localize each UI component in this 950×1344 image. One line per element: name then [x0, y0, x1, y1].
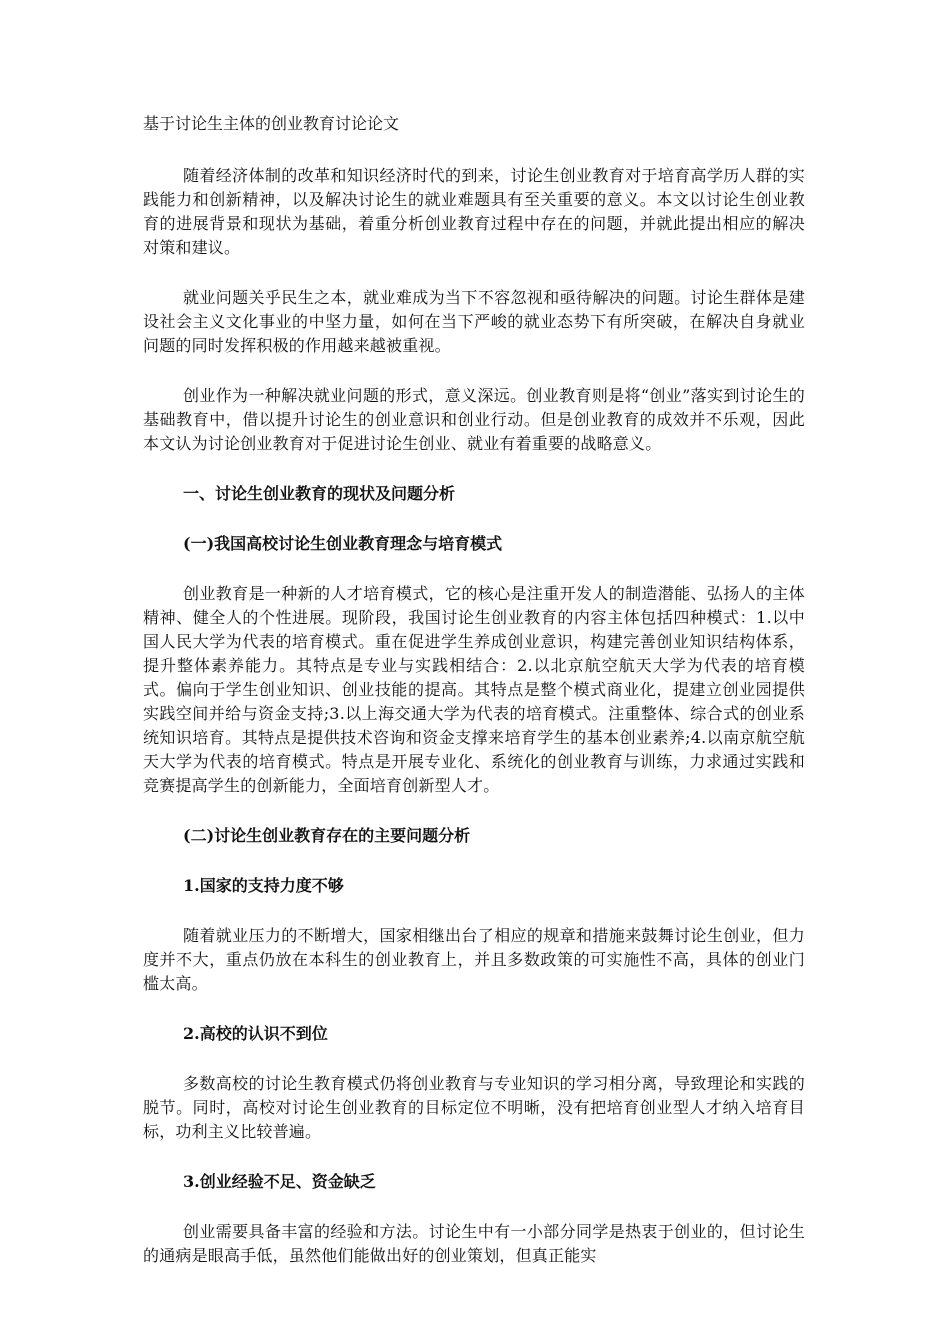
- subsection-heading-1-1: (一)我国高校讨论生创业教育理念与培育模式: [183, 534, 503, 553]
- paragraph-entrepreneurship: 创业作为一种解决就业问题的形式，意义深远。创业教育则是将“创业”落实到讨论生的基础教育中，借以提升讨论生的创业意识和创业行动。但是创业教育的成效并不乐观，因此本文认为讨论创业教育对于促进讨论生创业、就业有着重要的战略意义。: [143, 386, 805, 453]
- document-title: 基于讨论生主体的创业教育讨论论文: [143, 114, 400, 133]
- paragraph-intro: 随着经济体制的改革和知识经济时代的到来，讨论生创业教育对于培育高学历人群的实践能力和创新精神，以及解决讨论生的就业难题具有至关重要的意义。本文以讨论生创业教育的进展背景和现状为基础，着重分析创业教育过程中存在的问题，并就此提出相应的解决对策和建议。: [143, 166, 805, 257]
- paragraph-university-awareness: 多数高校的讨论生教育模式仍将创业教育与专业知识的学习相分离，导致理论和实践的脱节。同时，高校对讨论生创业教育的目标定位不明晰，没有把培育创业型人才纳入培育目标，功利主义比较普遍。: [143, 1074, 805, 1141]
- document-page: [143, 112, 805, 1294]
- problem-heading-1: 1.国家的支持力度不够: [183, 876, 344, 895]
- paragraph-experience-funding: 创业需要具备丰富的经验和方法。讨论生中有一小部分同学是热衷于创业的，但讨论生的通病是眼高手低，虽然他们能做出好的创业策划，但真正能实: [143, 1222, 805, 1265]
- problem-heading-2: 2.高校的认识不到位: [183, 1024, 328, 1043]
- subsection-heading-1-2: (二)讨论生创业教育存在的主要问题分析: [183, 826, 471, 845]
- problem-heading-3: 3.创业经验不足、资金缺乏: [183, 1172, 376, 1191]
- paragraph-models: 创业教育是一种新的人才培育模式，它的核心是注重开发人的制造潜能、弘扬人的主体精神、健全人的个性进展。现阶段，我国讨论生创业教育的内容主体包括四种模式：1.以中国人民大学为代表的培育模式。重在促进学生养成创业意识，构建完善创业知识结构体系，提升整体素养能力。其特点是专业与实践相结合：2.以北京航空航天大学为代表的培育模式。偏向于学生创业知识、创业技能的提高。其特点是整个模式商业化，提建立创业园提供实践空间并给与资金支持;3.以上海交通大学为代表的培育模式。注重整体、综合式的创业系统知识培育。其特点是提供技术咨询和资金支撑来培育学生的基本创业素养;4.以南京航空航天大学为代表的培育模式。特点是开展专业化、系统化的创业教育与训练，力求通过实践和竞赛提高学生的创新能力，全面培育创新型人才。: [143, 584, 805, 795]
- paragraph-national-support: 随着就业压力的不断增大，国家相继出台了相应的规章和措施来鼓舞讨论生创业，但力度并不大，重点仍放在本科生的创业教育上，并且多数政策的可实施性不高，具体的创业门槛太高。: [143, 926, 805, 993]
- section-heading-1: 一、讨论生创业教育的现状及问题分析: [183, 484, 456, 503]
- paragraph-employment: 就业问题关乎民生之本，就业难成为当下不容忽视和亟待解决的问题。讨论生群体是建设社会主义文化事业的中坚力量，如何在当下严峻的就业态势下有所突破，在解决自身就业问题的同时发挥积极的作用越来越被重视。: [143, 288, 805, 355]
